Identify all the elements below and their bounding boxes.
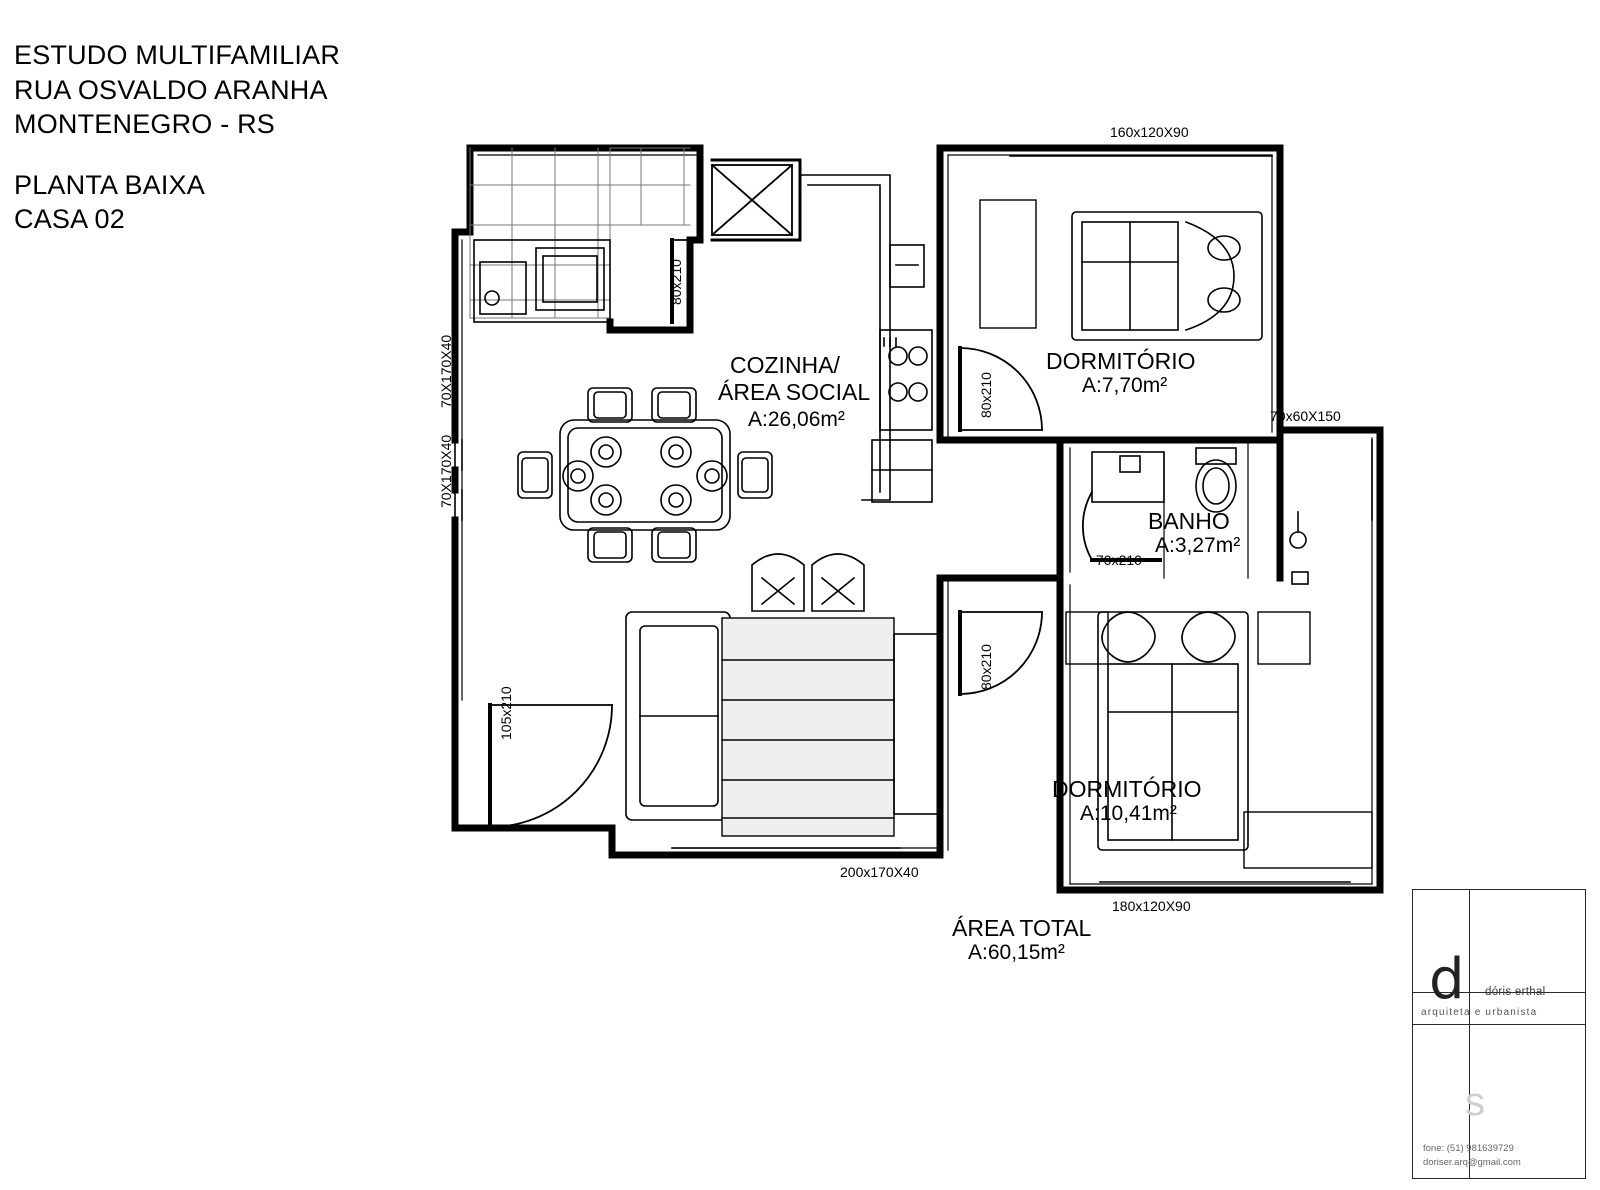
- kitchen-counter: [474, 240, 610, 322]
- subtitle-line-2: CASA 02: [14, 204, 125, 235]
- side-table: [894, 634, 940, 814]
- opening-label-door-bedroom2: 80x210: [978, 644, 994, 690]
- room-label-total-area: ÁREA TOTAL: [952, 915, 1092, 941]
- bed-bedroom-1: [1072, 212, 1262, 340]
- architect-role: arquiteta e urbanista: [1421, 1007, 1538, 1018]
- room-label-kitchen-line2: ÁREA SOCIAL: [718, 379, 871, 405]
- room-label-bath: BANHO: [1148, 508, 1230, 534]
- opening-label-win-bedroom1: 160x120X90: [1110, 124, 1189, 140]
- armchair-right: [812, 554, 864, 611]
- sofa: [626, 612, 730, 820]
- contact-email: doriser.arq@gmail.com: [1423, 1156, 1521, 1168]
- opening-label-win-bath: 70x60X150: [1270, 408, 1341, 424]
- architect-stamp-block: [1412, 889, 1586, 1179]
- kitchen-bench: [800, 175, 924, 500]
- wall-structure: [455, 148, 1380, 890]
- dining-set: [518, 388, 772, 562]
- logo-monogram: d: [1429, 947, 1465, 1012]
- opening-label-door-bedroom1: 80x210: [978, 372, 994, 418]
- stamp-vline: [1469, 890, 1470, 1178]
- stamp-divider-mid: [1413, 1024, 1585, 1025]
- subtitle-line-1: PLANTA BAIXA: [14, 169, 205, 200]
- contact-info: [1423, 1142, 1521, 1171]
- fridge: [872, 440, 932, 502]
- armchair-left: [752, 554, 804, 611]
- opening-label-win-living: 200x170X40: [840, 864, 919, 880]
- bath-sink: [1092, 452, 1164, 502]
- kitchen-tiles: [470, 148, 690, 318]
- room-label-kitchen-line1: COZINHA/: [730, 352, 840, 378]
- room-label-bedroom-2: DORMITÓRIO: [1052, 776, 1202, 802]
- room-area-kitchen: A:26,06m²: [748, 408, 845, 431]
- service-shaft-wall: [712, 160, 800, 240]
- bedroom1-nightstand: [980, 200, 1036, 328]
- opening-label-door-kitchen-service: 80x210: [668, 259, 684, 305]
- watermark-glyph: s: [1465, 1080, 1485, 1124]
- service-shaft: [712, 165, 792, 235]
- room-label-bedroom-1: DORMITÓRIO: [1046, 348, 1196, 374]
- room-area-bath: A:3,27m²: [1155, 534, 1241, 557]
- room-area-total: A:60,15m²: [968, 941, 1065, 964]
- opening-label-win-kitchen-lower: 70X170X40: [438, 434, 454, 508]
- architect-name: dóris erthal: [1485, 986, 1546, 998]
- toilet: [1196, 448, 1236, 512]
- title-line-2: RUA OSVALDO ARANHA: [14, 74, 328, 105]
- opening-label-door-bath: 70x210: [1096, 552, 1142, 568]
- contact-phone: fone: (51) 981639729: [1423, 1142, 1514, 1154]
- room-area-bedroom-1: A:7,70m²: [1082, 374, 1168, 397]
- opening-label-win-kitchen-upper: 70X170X40: [438, 334, 454, 408]
- stove: [880, 330, 932, 430]
- bedroom2-nightstands: [1066, 612, 1372, 868]
- title-line-3: MONTENEGRO - RS: [14, 109, 276, 140]
- windows: [455, 148, 1380, 890]
- opening-label-win-bedroom2: 180x120X90: [1112, 898, 1191, 914]
- shower: [1290, 512, 1308, 584]
- room-area-bedroom-2: A:10,41m²: [1080, 802, 1177, 825]
- rug: [722, 618, 894, 836]
- title-line-1: ESTUDO MULTIFAMILIAR: [14, 40, 341, 70]
- opening-label-door-entry: 105x210: [498, 686, 514, 740]
